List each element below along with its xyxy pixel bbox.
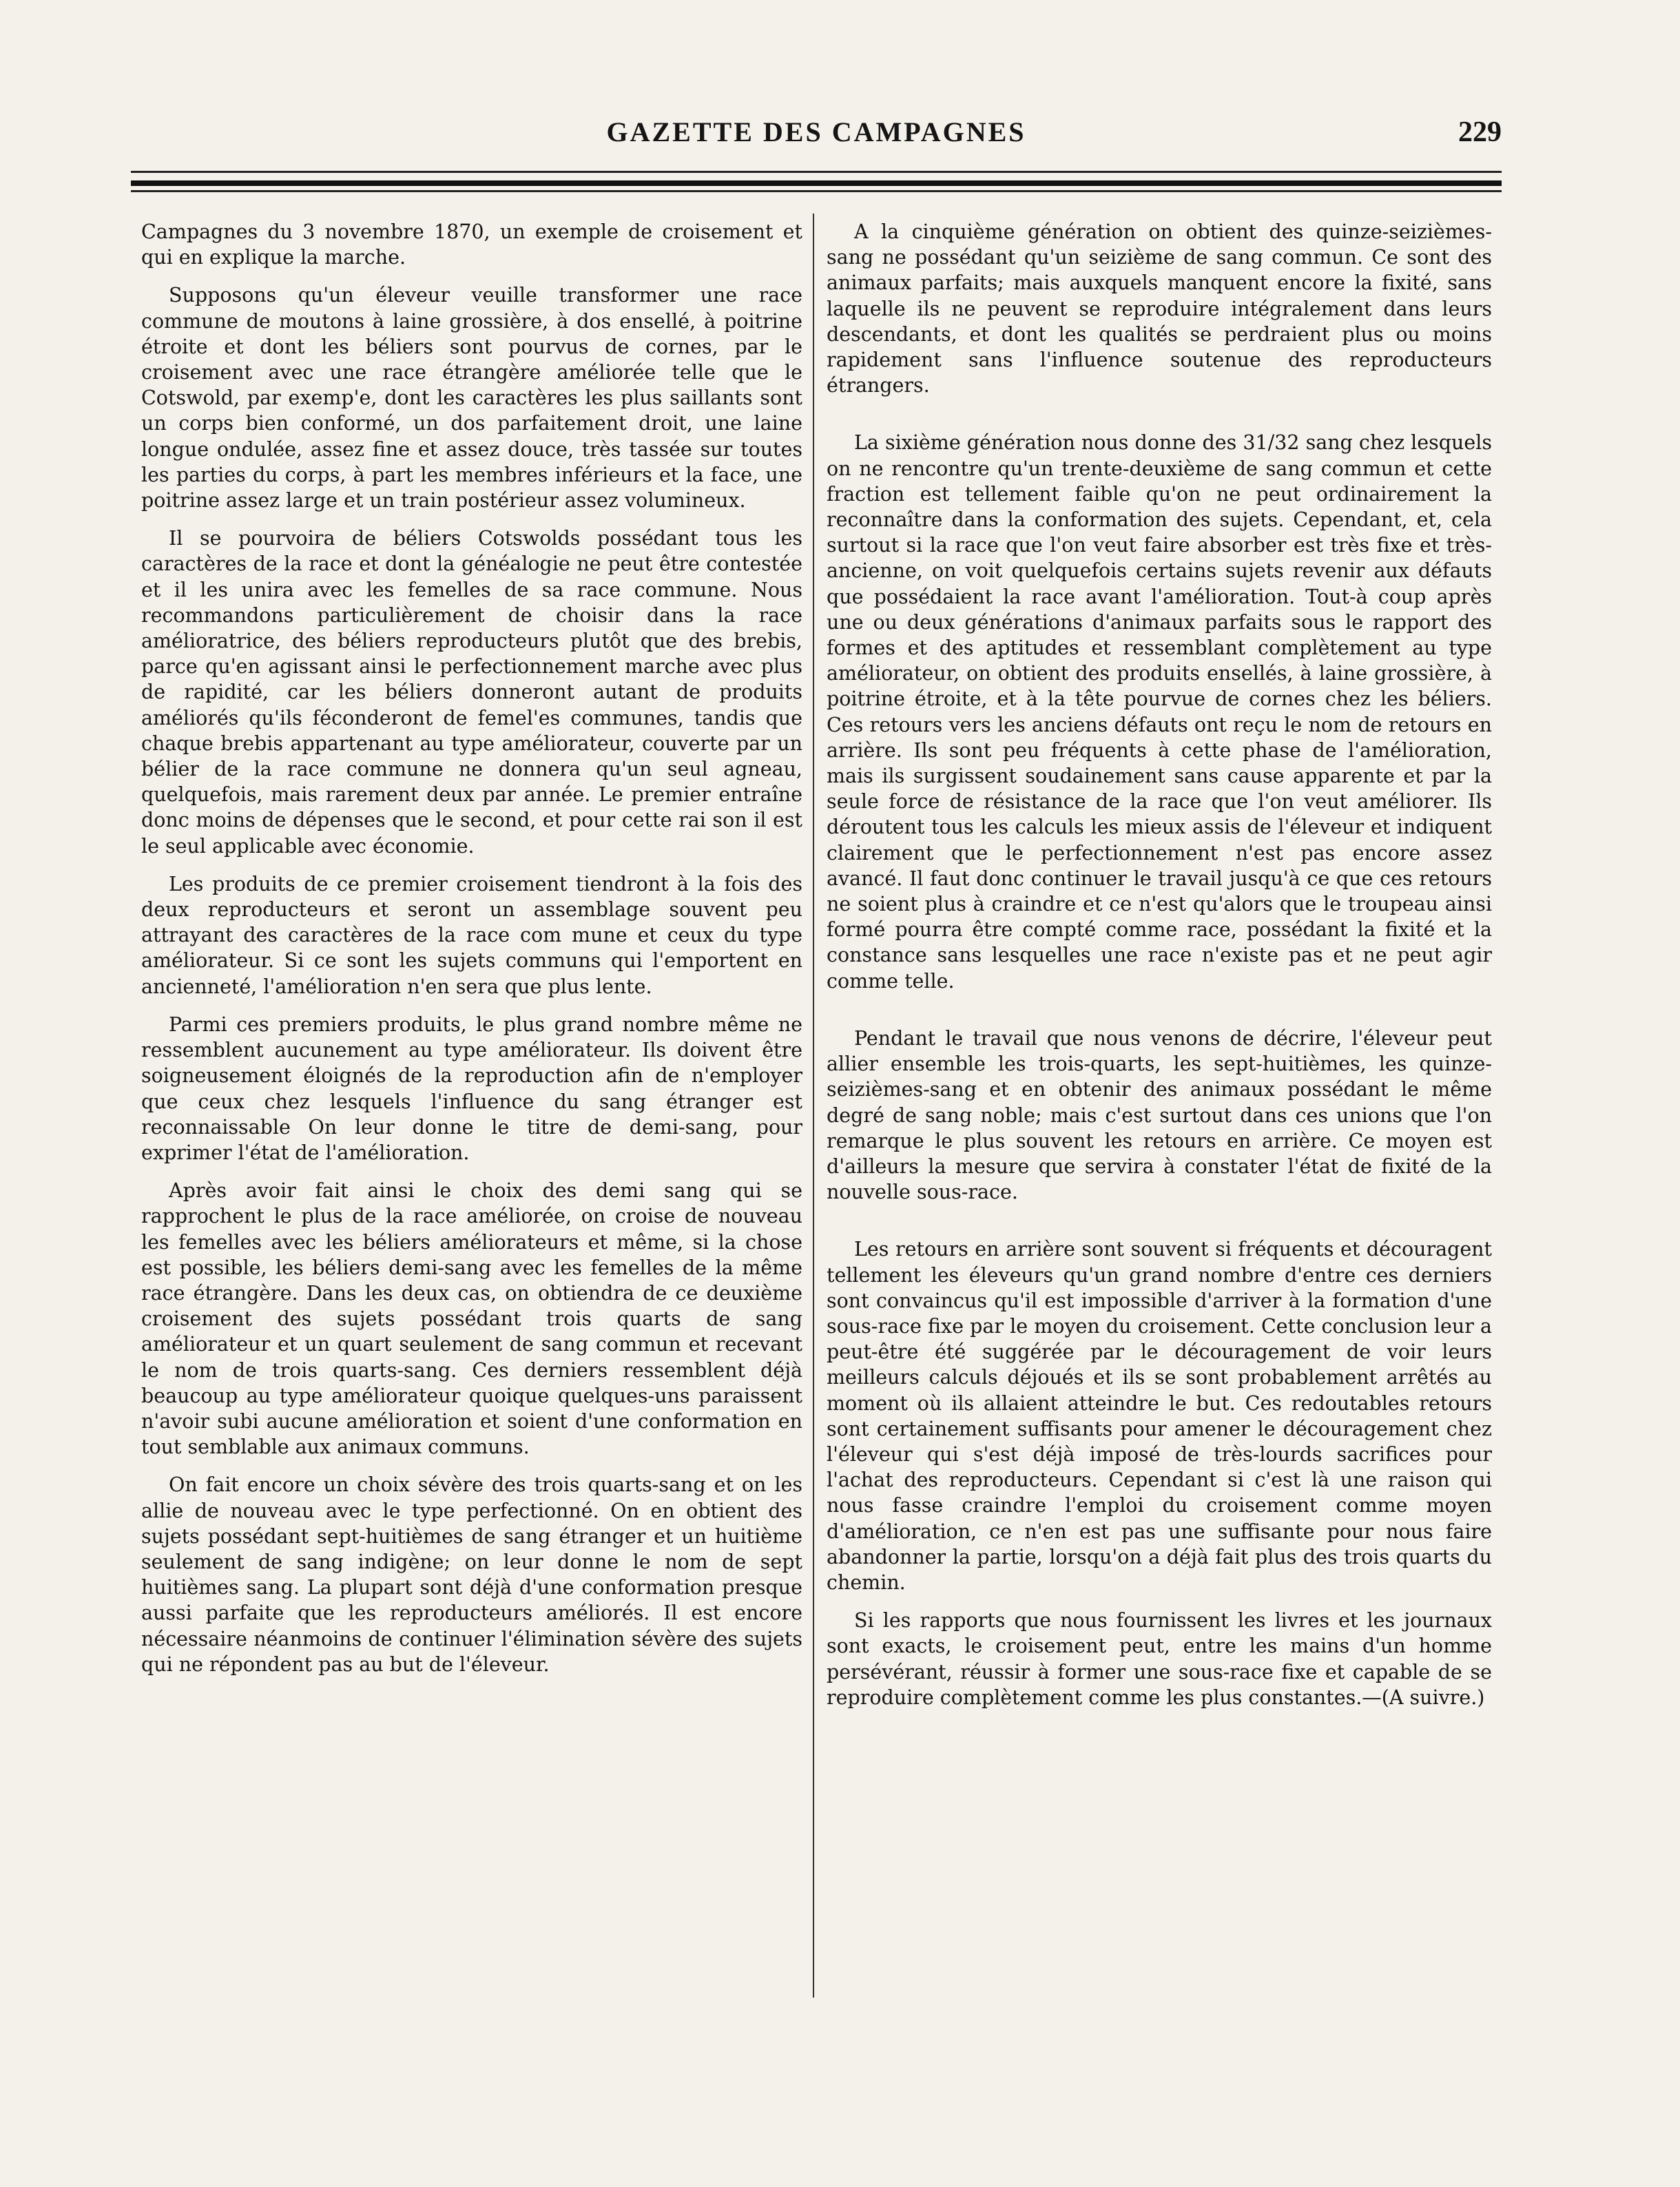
page-header [131,116,1502,157]
paragraph: Campagnes du 3 novembre 1870, un exemple de croisement et qui en explique la marche. [141,220,802,269]
paragraph: Parmi ces premiers produits, le plus grand nombre même ne ressemblent aucunement au type améliorateur. Ils doivent être soigneusement éloignés de la reproduction afin de n'employer que ceux chez lesquels l'influence du sang étranger est reconnaissable On leur donne le titre de demi-sang, pour exprimer l'état de l'amélioration. [141,1013,802,1164]
column-divider [813,214,814,1998]
newspaper-title: GAZETTE DES CAMPAGNES [606,116,1026,147]
paragraph: Si les rapports que nous fournissent les livres et les journaux sont exacts, le croisement peut, entre les mains d'un homme persévérant, réussir à former une sous-race fixe et capable de se reproduire complètement comme les plus constantes.—(A suivre.) [827,1609,1492,1709]
page-number: 229 [1458,116,1502,148]
paragraph: Pendant le travail que nous venons de décrire, l'éleveur peut allier ensemble les trois-quarts, les sept-huitièmes, les quinze-seizièmes-sang et en obtenir des animaux possédant le même degré de sang noble; mais c'est surtout dans ces unions que l'on remarque le plus souvent les retours en arrière. Ce moyen est d'ailleurs la mesure que servira à constater l'état de fixité de la nouvelle sous-race. [827,1026,1492,1204]
paragraph: Les produits de ce premier croisement tiendront à la fois des deux reproducteurs et seront un assemblage souvent peu attrayant des caractères de la race com mune et ceux du type améliorateur. Si ce sont les sujets communs qui l'emportent en ancienneté, l'amélioration n'en sera que plus lente. [141,872,802,998]
paragraph: Après avoir fait ainsi le choix des demi sang qui se rapprochent le plus de la race améliorée, on croise de nouveau les femelles avec les béliers améliorateurs et même, si la chose est possible, les béliers demi-sang avec les femelles de la même race étrangère. Dans les deux cas, on obtiendra de ce deuxième croisement des sujets possédant trois quarts de sang améliorateur et un quart seulement de sang commun et recevant le nom de trois quarts-sang. Ces derniers ressemblent déjà beaucoup au type améliorateur quoique quelques-uns paraissent n'avoir subi aucune amélioration et soient d'une conformation en tout semblable aux animaux communs. [141,1179,802,1459]
header-rule-top [131,171,1502,173]
paragraph: La sixième génération nous donne des 31/32 sang chez lesquels on ne rencontre qu'un trente-deuxième de sang commun et cette fraction est tellement faible qu'on ne peut ordinairement la reconnaître dans la conformation des sujets. Cependant, et, cela surtout si la race que l'on veut faire absorber est très fixe et très-ancienne, on voit quelquefois certains sujets revenir aux défauts que possédaient la race avant l'amélioration. Tout-à coup après une ou deux générations d'animaux parfaits sous le rapport des formes et des aptitudes et ressemblant complètement au type améliorateur, on obtient des produits ensellés, à laine grossière, à poitrine étroite, et à la tête pourvue de cornes chez les béliers. Ces retours vers les anciens défauts ont reçu le nom de retours en arrière. Ils sont peu fréquents à cette phase de l'amélioration, mais ils surgissent soudainement sans cause apparente et par la seule force de résistance de la race que l'on veut améliorer. Ils déroutent tous les calculs les mieux assis de l'éleveur et indiquent clairement que le perfectionnement n'est pas encore assez avancé. Il faut donc continuer le travail jusqu'à ce que ces retours ne soient plus à craindre et ce n'est qu'alors que le troupeau ainsi formé pourra être compté comme race, possédant la fixité et la constance sans lesquelles une race n'existe pas et ne peut agir comme telle. [827,431,1492,993]
right-column [827,219,1492,1723]
paragraph: Les retours en arrière sont souvent si fréquents et découragent tellement les éleveurs qu'un grand nombre d'entre ces derniers sont convaincus qu'il est impossible d'arriver à la formation d'une sous-race fixe par le moyen du croisement. Cette conclusion leur a peut-être été suggérée par le découragement de voir leurs meilleurs calculs déjoués et ils se sont probablement arrêtés au moment où ils allaient atteindre le but. Ces redoutables retours sont certainement suffisants pour amener le découragement chez l'éleveur qui s'est déjà imposé de très-lourds sacrifices pour l'achat des reproducteurs. Cependant si c'est là une raison qui nous fasse craindre l'emploi du croisement comme moyen d'amélioration, ce n'en est pas une suffisante pour nous faire abandonner la partie, lorsqu'on a déjà fait plus des trois quarts du chemin. [827,1238,1492,1594]
paragraph: On fait encore un choix sévère des trois quarts-sang et on les allie de nouveau avec le type perfectionné. On en obtient des sujets possédant sept-huitièmes de sang étranger et un huitième seulement de sang indigène; on leur donne le nom de sept huitièmes sang. La plupart sont déjà d'une conformation presque aussi parfaite que les reproducteurs améliorés. Il est encore nécessaire néanmoins de continuer l'élimination sévère des sujets qui ne répondent pas au but de l'éleveur. [141,1473,802,1676]
paragraph: Il se pourvoira de béliers Cotswolds possédant tous les caractères de la race et dont la généalogie ne peut être contestée et il les unira avec les femelles de sa race commune. Nous recommandons particulièrement de choisir dans la race amélioratrice, des béliers reproducteurs plutôt que des brebis, parce qu'en agissant ainsi le perfectionnement marche avec plus de rapidité, car les béliers donneront autant de produits améliorés qu'ils féconderont de femel'es communes, tandis que chaque brebis appartenant au type améliorateur, couverte par un bélier de la race commune ne donnera qu'un seul agneau, quelquefois, mais rarement deux par année. Le premier entraîne donc moins de dépenses que le second, et pour cette rai son il est le seul applicable avec économie. [141,527,802,858]
paragraph: Supposons qu'un éleveur veuille transformer une race commune de moutons à laine grossière, à dos ensellé, à poitrine étroite et dont les béliers sont pourvus de cornes, par le croisement avec une race étrangère améliorée telle que le Cotswold, par exemp'e, dont les caractères les plus saillants sont un corps bien conformé, un dos parfaitement droit, une laine longue ondulée, assez fine et assez douce, très tassée sur toutes les parties du corps, à part les membres inférieurs et la face, une poitrine assez large et un train postérieur assez volumineux. [141,284,802,512]
paragraph: A la cinquième génération on obtient des quinze-seizièmes-sang ne possédant qu'un seizième de sang commun. Ce sont des animaux parfaits; mais auxquels manquent encore la fixité, sans laquelle ils ne peuvent se reproduire intégralement dans leurs descendants, et dont les qualités se perdraient plus ou moins rapidement sans l'influence soutenue des reproducteurs étrangers. [827,220,1492,397]
left-column [141,219,802,1690]
header-rule-bottom [131,190,1502,192]
header-rule-thick [131,180,1502,186]
